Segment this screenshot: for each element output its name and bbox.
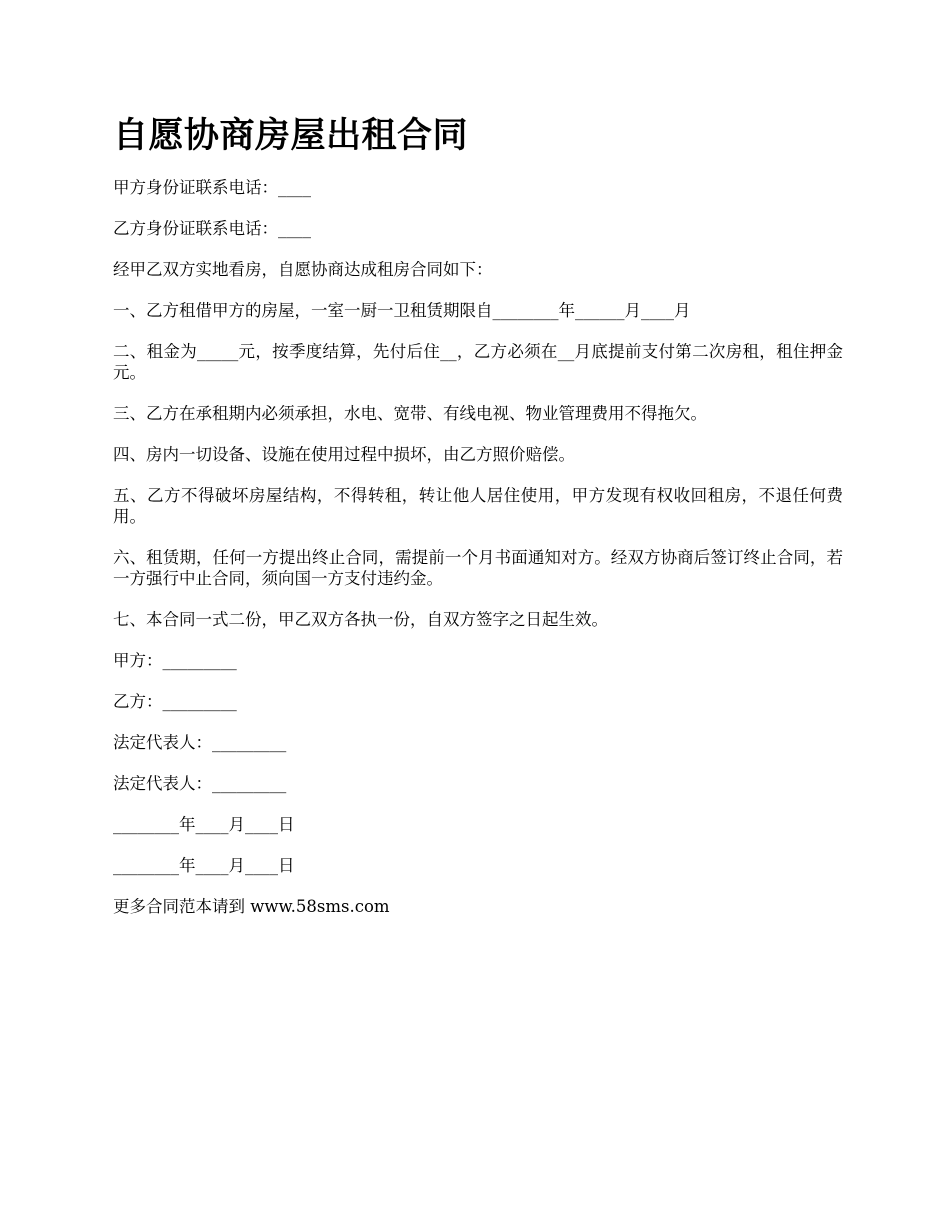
clause-7: 七、本合同一式二份，甲乙双方各执一份，自双方签字之日起生效。 [113,610,608,629]
contract-intro: 经甲乙双方实地看房，自愿协商达成租房合同如下： [113,260,493,279]
clause-3: 三、乙方在承租期内必须承担，水电、宽带、有线电视、物业管理费用不得拖欠。 [113,404,707,423]
legal-representative-line-b: 法定代表人：_________ [113,774,287,793]
date-line-a: ________年____月____日 [113,815,295,834]
party-a-phone-line: 甲方身份证联系电话：____ [113,178,311,197]
party-a-signature-line: 甲方：_________ [113,651,237,670]
footer-more-templates: 更多合同范本请到 www.58sms.com [113,897,390,916]
party-b-signature-line: 乙方：_________ [113,692,237,711]
clause-4: 四、房内一切设备、设施在使用过程中损坏，由乙方照价赔偿。 [113,445,575,464]
date-line-b: ________年____月____日 [113,856,295,875]
party-b-phone-line: 乙方身份证联系电话：____ [113,219,311,238]
clause-5: 五、乙方不得破坏房屋结构，不得转租，转让他人居住使用，甲方发现有权收回租房，不退任何费用。 [113,486,843,526]
clause-2: 二、租金为_____元，按季度结算，先付后住__，乙方必须在__月底提前支付第二次房租，租住押金元。 [113,342,843,382]
clause-1: 一、乙方租借甲方的房屋，一室一厨一卫租赁期限自________年______月____月 [113,301,691,320]
document-page [113,112,843,937]
document-title: 自愿协商房屋出租合同 [113,116,469,156]
legal-representative-line-a: 法定代表人：_________ [113,733,287,752]
clause-6: 六、租赁期，任何一方提出终止合同，需提前一个月书面通知对方。经双方协商后签订终止合同，若一方强行中止合同，须向国一方支付违约金。 [113,548,843,588]
